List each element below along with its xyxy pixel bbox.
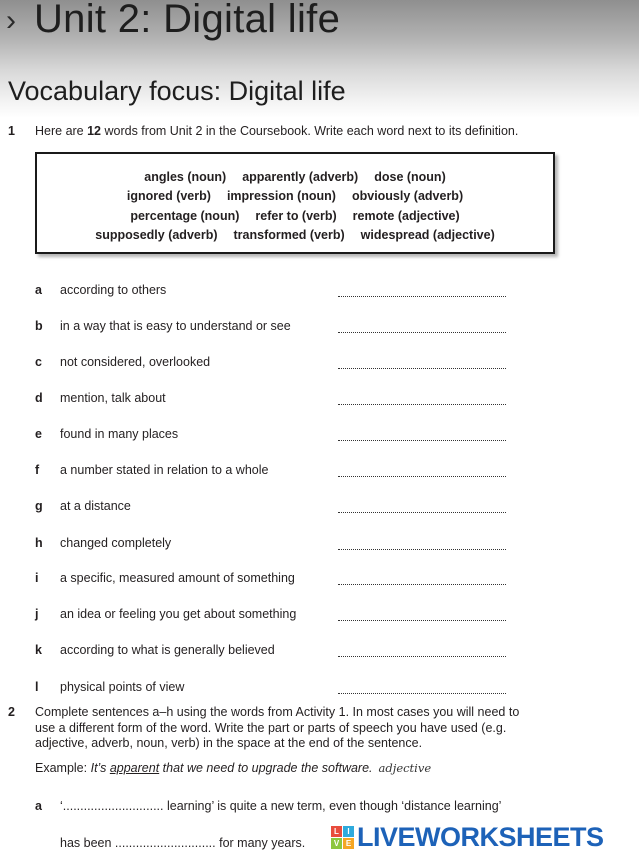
word-item: widespread (adjective): [360, 227, 495, 242]
chevron-right-icon: ›: [6, 4, 16, 37]
definition-letter: f: [35, 463, 40, 477]
definition-text: according to others: [60, 283, 167, 297]
logo-mark-icon: [331, 826, 354, 849]
word-item: refer to (verb): [255, 208, 337, 223]
answer-field[interactable]: [338, 548, 506, 550]
logo-mark-letter: E: [343, 838, 354, 849]
definition-text: a number stated in relation to a whole: [60, 463, 269, 477]
definition-row: [0, 571, 639, 593]
definition-row: [0, 427, 639, 449]
answer-field[interactable]: [338, 511, 506, 513]
definition-row: [0, 391, 639, 413]
word-box: [35, 152, 555, 254]
word-item: obviously (adverb): [351, 189, 464, 204]
example-sentence: Example: It’s apparent that we need to upgrade the software. adjective: [35, 761, 432, 775]
answer-field[interactable]: [338, 367, 506, 369]
activity-1-instruction: Here are 12 words from Unit 2 in the Coursebook. Write each word next to its definition.: [35, 124, 519, 138]
word-item: transformed (verb): [233, 227, 345, 242]
answer-field[interactable]: [338, 331, 506, 333]
definition-text: an idea or feeling you get about something: [60, 607, 297, 621]
definition-row: [0, 536, 639, 558]
definition-text: mention, talk about: [60, 391, 166, 405]
definition-text: changed completely: [60, 536, 172, 550]
definition-row: [0, 319, 639, 341]
word-item: angles (noun): [144, 170, 227, 184]
definition-letter: c: [35, 355, 42, 369]
word-row: [37, 187, 553, 206]
answer-field[interactable]: [338, 295, 506, 297]
word-item: remote (adjective): [352, 208, 460, 223]
logo-mark-letter: I: [343, 826, 354, 837]
answer-field[interactable]: [338, 655, 506, 657]
definition-text: in a way that is easy to understand or see: [60, 319, 291, 333]
definition-letter: h: [35, 536, 43, 550]
definition-text: physical points of view: [60, 680, 185, 694]
definition-row: [0, 463, 639, 485]
definition-letter: b: [35, 319, 43, 333]
definition-row: [0, 643, 639, 665]
answer-field[interactable]: [338, 439, 506, 441]
definition-text: at a distance: [60, 499, 131, 513]
definition-row: [0, 355, 639, 377]
unit-title: Unit 2: Digital life: [34, 0, 341, 41]
word-row: [37, 168, 553, 187]
definition-letter: a: [35, 283, 42, 297]
definition-row: [0, 680, 639, 702]
definition-text: not considered, overlooked: [60, 355, 211, 369]
liveworksheets-logo: [331, 822, 604, 852]
word-row: [37, 226, 553, 245]
logo-text: LIVEWORKSHEETS: [357, 821, 604, 852]
word-item: percentage (noun): [130, 208, 240, 223]
example-answer: adjective: [378, 761, 432, 775]
word-item: apparently (adverb): [242, 170, 359, 184]
definition-letter: l: [35, 680, 39, 694]
word-item: dose (noun): [374, 170, 446, 184]
definition-letter: e: [35, 427, 42, 441]
definition-letter: k: [35, 643, 42, 657]
answer-field[interactable]: [338, 619, 506, 621]
definition-text: a specific, measured amount of something: [60, 571, 295, 585]
definition-row: [0, 283, 639, 305]
activity-2-number: 2: [8, 705, 15, 719]
definition-letter: i: [35, 571, 39, 585]
section-title: Vocabulary focus: Digital life: [8, 76, 346, 106]
word-item: impression (noun): [226, 189, 336, 204]
definition-letter: j: [35, 607, 39, 621]
answer-field[interactable]: [338, 583, 506, 585]
definition-text: found in many places: [60, 427, 179, 441]
logo-mark-letter: V: [331, 838, 342, 849]
word-item: ignored (verb): [126, 189, 211, 204]
sentence-letter: a: [35, 799, 42, 813]
answer-field[interactable]: [338, 403, 506, 405]
definition-row: [0, 607, 639, 629]
definition-letter: g: [35, 499, 43, 513]
definition-text: according to what is generally believed: [60, 643, 275, 657]
activity-2-instruction: Complete sentences a–h using the words from Activity 1. In most cases you will need to use a different form of the word. Write the part or parts of speech you have used (e.g. adjective, adverb, noun, verb) in the space at the end of the sentence.: [35, 705, 520, 750]
answer-field[interactable]: [338, 475, 506, 477]
sentence-a-line-2[interactable]: has been ............................. for many years.: [60, 836, 306, 850]
definition-letter: d: [35, 391, 43, 405]
word-row: [37, 207, 553, 226]
answer-field[interactable]: [338, 692, 506, 694]
definition-row: [0, 499, 639, 521]
logo-mark-letter: L: [331, 826, 342, 837]
sentence-a-line-1[interactable]: ‘............................. learning’ is quite a new term, even though ‘distance learning’: [60, 799, 502, 813]
word-item: supposedly (adverb): [95, 227, 218, 242]
activity-1-number: 1: [8, 124, 15, 138]
